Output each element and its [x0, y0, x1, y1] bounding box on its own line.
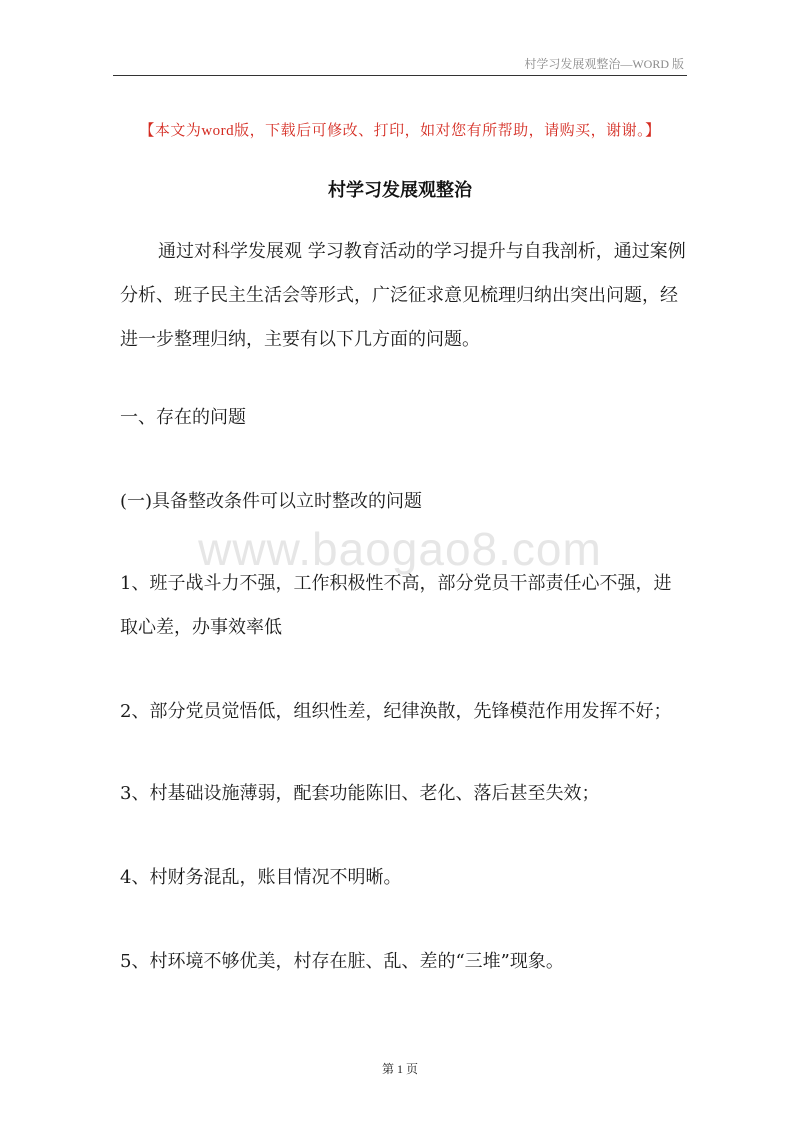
- list-item: 1、班子战斗力不强，工作积极性不高，部分党员干部责任心不强，进取心差，办事效率低: [120, 573, 672, 638]
- subsection-heading: (一)具备整改条件可以立时整改的问题: [120, 491, 423, 512]
- section-heading: 一、存在的问题: [120, 407, 246, 428]
- list-item: 3、村基础设施薄弱，配套功能陈旧、老化、落后甚至失效；: [120, 783, 600, 804]
- intro-paragraph: 通过对科学发展观 学习教育活动的学习提升与自我剖析，通过案例分析、班子民主生活会等形式，广泛征求意见梳理归纳出突出问题，经进一步整理归纳，主要有以下几方面的问题。: [120, 241, 686, 350]
- page-number: 第 1 页: [381, 1062, 418, 1076]
- running-header: 村学习发展观整治—WORD 版: [524, 57, 684, 71]
- watermark: www.baogao8.com: [198, 523, 602, 575]
- list-item: 2、部分党员觉悟低，组织性差，纪律涣散，先锋模范作用发挥不好；: [120, 701, 672, 722]
- document-title: 村学习发展观整治: [328, 180, 472, 201]
- list-item: 5、村环境不够优美，村存在脏、乱、差的“三堆”现象。: [120, 951, 564, 972]
- list-item: 4、村财务混乱，账目情况不明晰。: [120, 867, 402, 888]
- header-divider: [113, 75, 687, 76]
- purchase-notice: 【本文为word版，下载后可修改、打印，如对您有所帮助，请购买，谢谢。】: [139, 123, 661, 139]
